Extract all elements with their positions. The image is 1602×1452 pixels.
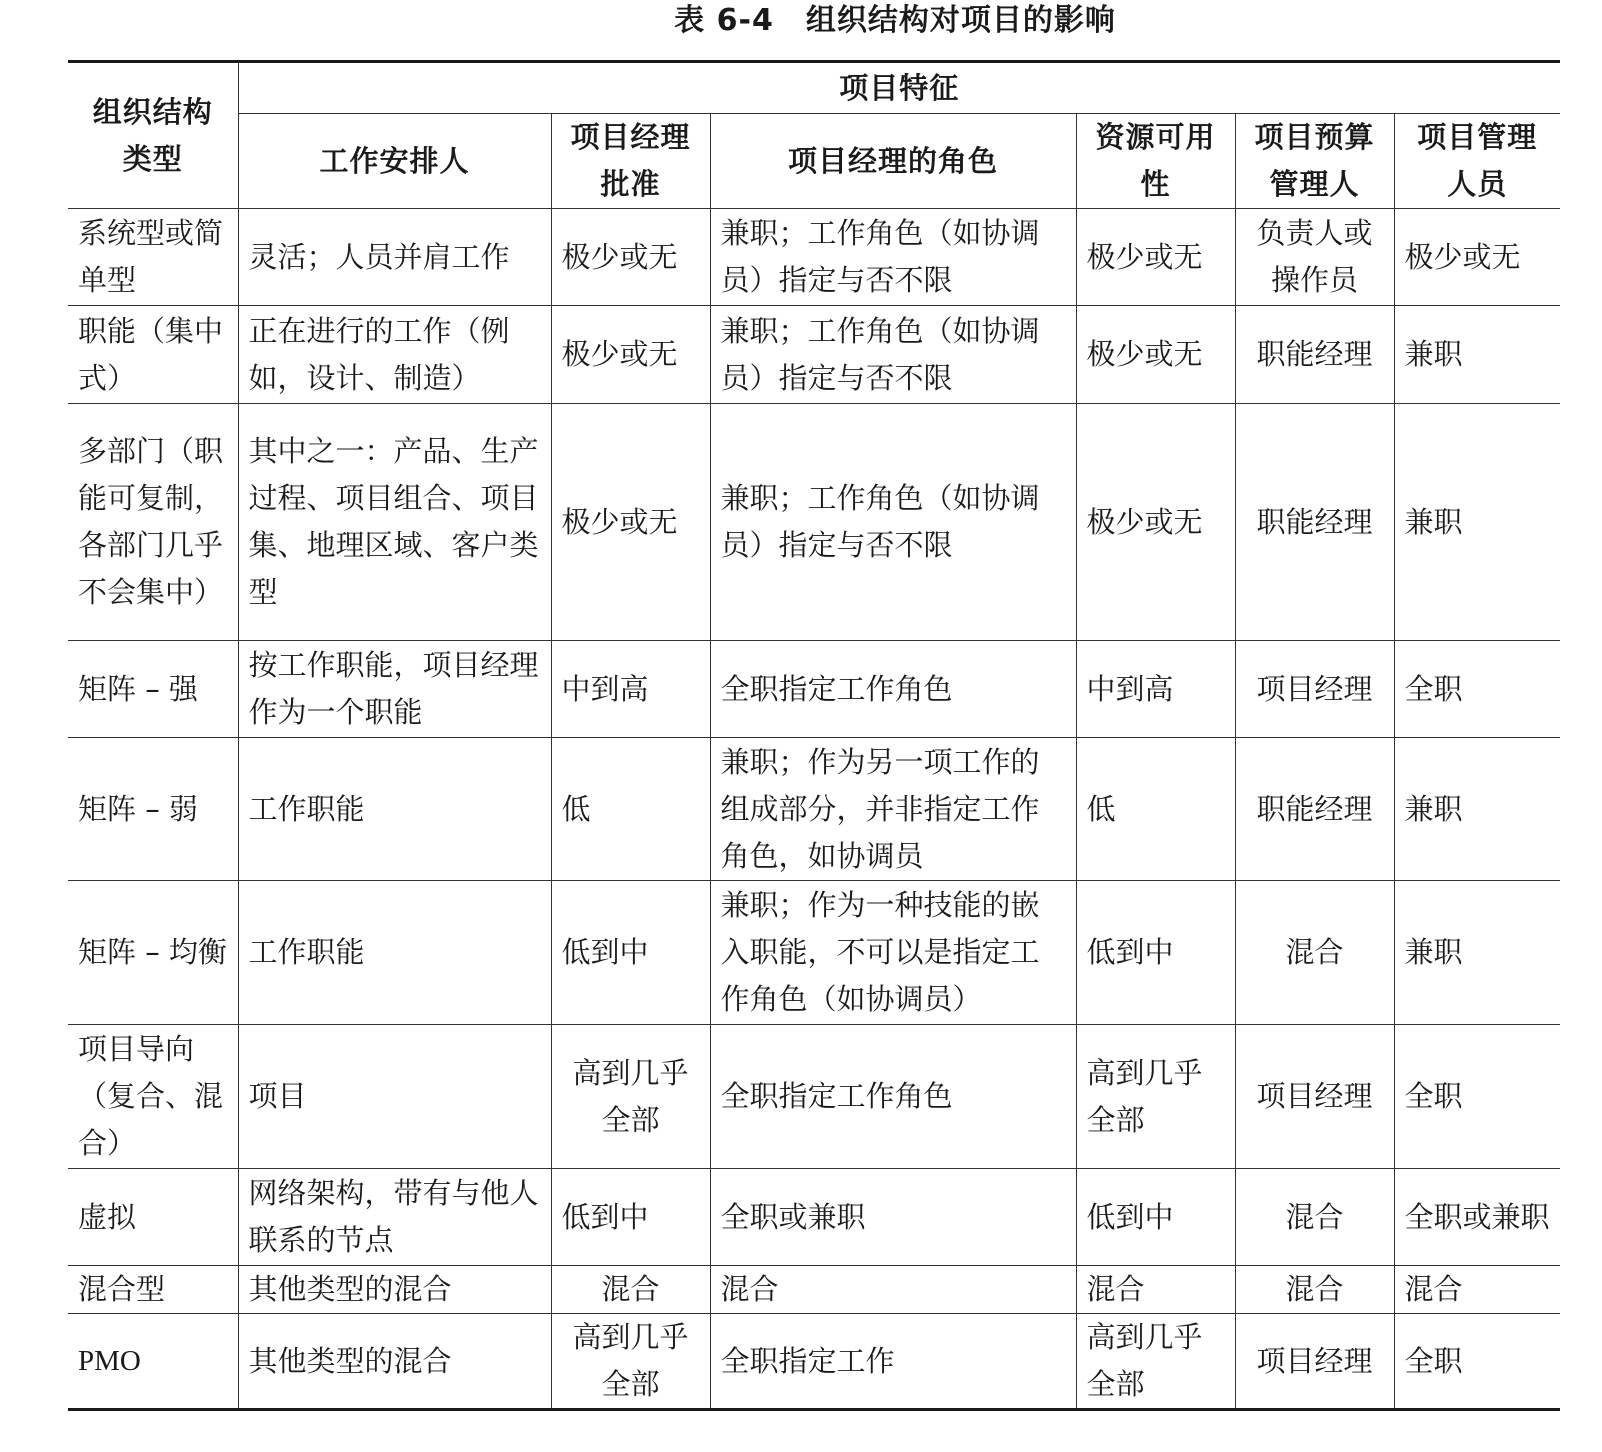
cell-org-type: 多部门（职能可复制，各部门几乎不会集中） bbox=[68, 404, 238, 641]
cell-pm-authority: 极少或无 bbox=[551, 306, 710, 404]
cell-budget-manager: 项目经理 bbox=[1235, 641, 1394, 738]
table-title: 组织结构对项目的影响 bbox=[805, 3, 1116, 38]
header-project-characteristics: 项目特征 bbox=[238, 62, 1560, 114]
header-pm-role: 项目经理的角色 bbox=[710, 114, 1076, 209]
cell-pm-authority: 低 bbox=[551, 738, 710, 881]
table-number: 表 6-4 bbox=[674, 3, 774, 38]
cell-pm-authority: 低到中 bbox=[551, 881, 710, 1025]
cell-work-assigner: 其中之一：产品、生产过程、项目组合、项目集、地理区域、客户类型 bbox=[238, 404, 551, 641]
cell-org-type: 项目导向（复合、混合） bbox=[68, 1025, 238, 1169]
cell-resource-availability: 极少或无 bbox=[1076, 209, 1235, 306]
header-work-assigner: 工作安排人 bbox=[238, 114, 551, 209]
cell-pm-role: 兼职；工作角色（如协调员）指定与否不限 bbox=[710, 306, 1076, 404]
cell-pm-staff: 全职 bbox=[1394, 1025, 1560, 1169]
cell-work-assigner: 正在进行的工作（例如，设计、制造） bbox=[238, 306, 551, 404]
cell-pm-staff: 极少或无 bbox=[1394, 209, 1560, 306]
table-row bbox=[68, 1314, 1560, 1410]
cell-budget-manager: 职能经理 bbox=[1235, 404, 1394, 641]
cell-org-type: 矩阵 – 均衡 bbox=[68, 881, 238, 1025]
cell-resource-availability: 极少或无 bbox=[1076, 404, 1235, 641]
table-row bbox=[68, 1266, 1560, 1314]
cell-work-assigner: 其他类型的混合 bbox=[238, 1314, 551, 1410]
cell-work-assigner: 按工作职能，项目经理作为一个职能 bbox=[238, 641, 551, 738]
cell-budget-manager: 混合 bbox=[1235, 881, 1394, 1025]
cell-pm-role: 全职指定工作角色 bbox=[710, 1025, 1076, 1169]
cell-budget-manager: 职能经理 bbox=[1235, 738, 1394, 881]
table-row bbox=[68, 209, 1560, 306]
cell-resource-availability: 高到几乎全部 bbox=[1076, 1025, 1235, 1169]
cell-pm-staff: 混合 bbox=[1394, 1266, 1560, 1314]
cell-pm-staff: 兼职 bbox=[1394, 306, 1560, 404]
header-row-columns bbox=[68, 114, 1560, 209]
table-row bbox=[68, 738, 1560, 881]
cell-pm-role: 兼职；作为一种技能的嵌入职能，不可以是指定工作角色（如协调员） bbox=[710, 881, 1076, 1025]
cell-work-assigner: 工作职能 bbox=[238, 881, 551, 1025]
cell-pm-authority: 混合 bbox=[551, 1266, 710, 1314]
cell-resource-availability: 低 bbox=[1076, 738, 1235, 881]
cell-work-assigner: 灵活；人员并肩工作 bbox=[238, 209, 551, 306]
header-org-type: 组织结构类型 bbox=[68, 62, 238, 209]
header-resource-availability: 资源可用性 bbox=[1076, 114, 1235, 209]
cell-resource-availability: 高到几乎全部 bbox=[1076, 1314, 1235, 1410]
cell-budget-manager: 职能经理 bbox=[1235, 306, 1394, 404]
cell-org-type: 虚拟 bbox=[68, 1169, 238, 1266]
cell-org-type: 系统型或简单型 bbox=[68, 209, 238, 306]
table-row bbox=[68, 1025, 1560, 1169]
cell-pm-authority: 极少或无 bbox=[551, 404, 710, 641]
cell-pm-authority: 低到中 bbox=[551, 1169, 710, 1266]
cell-pm-role: 混合 bbox=[710, 1266, 1076, 1314]
cell-budget-manager: 项目经理 bbox=[1235, 1025, 1394, 1169]
cell-budget-manager: 混合 bbox=[1235, 1169, 1394, 1266]
cell-resource-availability: 低到中 bbox=[1076, 1169, 1235, 1266]
cell-pm-authority: 高到几乎全部 bbox=[551, 1314, 710, 1410]
table-row bbox=[68, 881, 1560, 1025]
cell-pm-authority: 极少或无 bbox=[551, 209, 710, 306]
table-caption bbox=[0, 0, 1602, 42]
cell-org-type: 矩阵 – 强 bbox=[68, 641, 238, 738]
table-row bbox=[68, 404, 1560, 641]
cell-pm-role: 全职指定工作 bbox=[710, 1314, 1076, 1410]
cell-budget-manager: 负责人或操作员 bbox=[1235, 209, 1394, 306]
cell-pm-staff: 兼职 bbox=[1394, 404, 1560, 641]
cell-pm-staff: 兼职 bbox=[1394, 881, 1560, 1025]
cell-resource-availability: 中到高 bbox=[1076, 641, 1235, 738]
cell-budget-manager: 项目经理 bbox=[1235, 1314, 1394, 1410]
cell-pm-staff: 全职或兼职 bbox=[1394, 1169, 1560, 1266]
cell-pm-staff: 兼职 bbox=[1394, 738, 1560, 881]
table-row bbox=[68, 641, 1560, 738]
cell-pm-authority: 中到高 bbox=[551, 641, 710, 738]
cell-pm-role: 兼职；工作角色（如协调员）指定与否不限 bbox=[710, 209, 1076, 306]
cell-budget-manager: 混合 bbox=[1235, 1266, 1394, 1314]
cell-resource-availability: 极少或无 bbox=[1076, 306, 1235, 404]
org-structure-table bbox=[68, 60, 1560, 1411]
cell-pm-role: 兼职；作为另一项工作的组成部分，并非指定工作角色，如协调员 bbox=[710, 738, 1076, 881]
cell-resource-availability: 低到中 bbox=[1076, 881, 1235, 1025]
cell-pm-authority: 高到几乎全部 bbox=[551, 1025, 710, 1169]
header-pm-staff: 项目管理人员 bbox=[1394, 114, 1560, 209]
header-pm-authority: 项目经理批准 bbox=[551, 114, 710, 209]
table-row bbox=[68, 1169, 1560, 1266]
cell-org-type: 职能（集中式） bbox=[68, 306, 238, 404]
cell-pm-role: 全职指定工作角色 bbox=[710, 641, 1076, 738]
cell-pm-staff: 全职 bbox=[1394, 641, 1560, 738]
table-row bbox=[68, 306, 1560, 404]
cell-pm-role: 全职或兼职 bbox=[710, 1169, 1076, 1266]
cell-work-assigner: 其他类型的混合 bbox=[238, 1266, 551, 1314]
cell-org-type: 矩阵 – 弱 bbox=[68, 738, 238, 881]
cell-work-assigner: 网络架构，带有与他人联系的节点 bbox=[238, 1169, 551, 1266]
cell-work-assigner: 项目 bbox=[238, 1025, 551, 1169]
cell-org-type: PMO bbox=[68, 1314, 238, 1410]
cell-resource-availability: 混合 bbox=[1076, 1266, 1235, 1314]
header-budget-manager: 项目预算管理人 bbox=[1235, 114, 1394, 209]
header-row-group bbox=[68, 62, 1560, 114]
cell-org-type: 混合型 bbox=[68, 1266, 238, 1314]
cell-pm-staff: 全职 bbox=[1394, 1314, 1560, 1410]
cell-work-assigner: 工作职能 bbox=[238, 738, 551, 881]
cell-pm-role: 兼职；工作角色（如协调员）指定与否不限 bbox=[710, 404, 1076, 641]
